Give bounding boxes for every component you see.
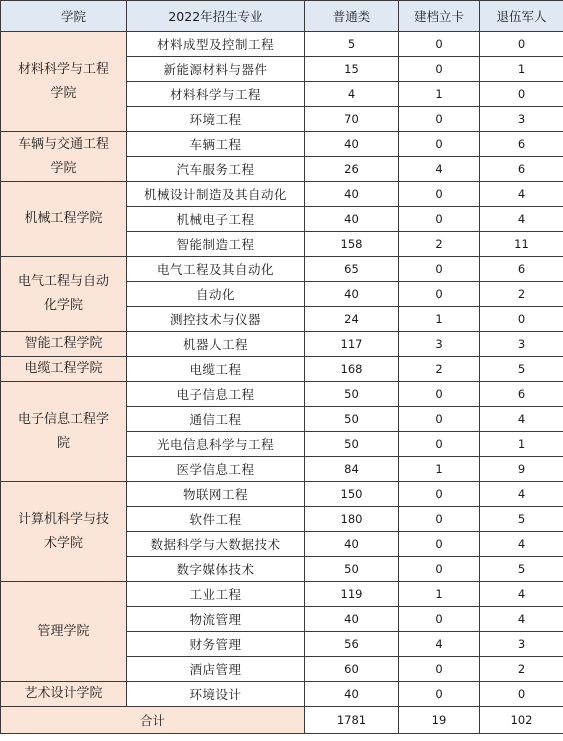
total-row (1, 707, 563, 734)
veteran-cell: 4 (480, 182, 563, 207)
archive-cell: 0 (399, 132, 480, 157)
major-cell: 电缆工程 (127, 357, 305, 382)
veteran-cell: 5 (480, 507, 563, 532)
table-row (1, 257, 563, 282)
archive-cell: 0 (399, 657, 480, 682)
table-row (1, 132, 563, 157)
table-row (1, 182, 563, 207)
archive-cell: 0 (399, 107, 480, 132)
general-cell: 84 (305, 457, 399, 482)
general-cell: 40 (305, 182, 399, 207)
archive-cell: 0 (399, 507, 480, 532)
total-veteran: 102 (480, 707, 563, 734)
archive-cell: 4 (399, 157, 480, 182)
veteran-cell: 9 (480, 457, 563, 482)
archive-cell: 0 (399, 182, 480, 207)
major-cell: 机械电子工程 (127, 207, 305, 232)
general-cell: 158 (305, 232, 399, 257)
general-cell: 50 (305, 432, 399, 457)
veteran-cell: 5 (480, 357, 563, 382)
general-cell: 24 (305, 307, 399, 332)
table-row (1, 682, 563, 707)
general-cell: 180 (305, 507, 399, 532)
major-cell: 酒店管理 (127, 657, 305, 682)
general-cell: 50 (305, 382, 399, 407)
general-cell: 70 (305, 107, 399, 132)
general-cell: 50 (305, 557, 399, 582)
table-row (1, 32, 563, 57)
veteran-cell: 1 (480, 57, 563, 82)
archive-cell: 0 (399, 432, 480, 457)
general-cell: 4 (305, 82, 399, 107)
header-major: 2022年招生专业 (127, 1, 305, 32)
archive-cell: 0 (399, 32, 480, 57)
school-cell: 材料科学与工程学院 (1, 32, 127, 132)
major-cell: 材料科学与工程 (127, 82, 305, 107)
total-archive: 19 (399, 707, 480, 734)
general-cell: 40 (305, 207, 399, 232)
major-cell: 电子信息工程 (127, 382, 305, 407)
veteran-cell: 4 (480, 207, 563, 232)
archive-cell: 2 (399, 357, 480, 382)
major-cell: 医学信息工程 (127, 457, 305, 482)
veteran-cell: 4 (480, 607, 563, 632)
archive-cell: 0 (399, 682, 480, 707)
archive-cell: 0 (399, 282, 480, 307)
table-body (1, 32, 563, 707)
veteran-cell: 6 (480, 157, 563, 182)
major-cell: 软件工程 (127, 507, 305, 532)
general-cell: 150 (305, 482, 399, 507)
archive-cell: 0 (399, 532, 480, 557)
general-cell: 40 (305, 132, 399, 157)
header-archive: 建档立卡 (399, 1, 480, 32)
archive-cell: 1 (399, 582, 480, 607)
major-cell: 环境设计 (127, 682, 305, 707)
major-cell: 工业工程 (127, 582, 305, 607)
major-cell: 机械设计制造及其自动化 (127, 182, 305, 207)
archive-cell: 0 (399, 57, 480, 82)
archive-cell: 0 (399, 407, 480, 432)
school-cell: 机械工程学院 (1, 182, 127, 257)
archive-cell: 0 (399, 207, 480, 232)
veteran-cell: 2 (480, 282, 563, 307)
archive-cell: 0 (399, 607, 480, 632)
archive-cell: 0 (399, 257, 480, 282)
major-cell: 电气工程及其自动化 (127, 257, 305, 282)
general-cell: 26 (305, 157, 399, 182)
total-label: 合计 (1, 707, 305, 734)
archive-cell: 0 (399, 557, 480, 582)
header-general: 普通类 (305, 1, 399, 32)
archive-cell: 1 (399, 307, 480, 332)
school-cell: 计算机科学与技术学院 (1, 482, 127, 582)
general-cell: 168 (305, 357, 399, 382)
school-cell: 艺术设计学院 (1, 682, 127, 707)
major-cell: 物联网工程 (127, 482, 305, 507)
major-cell: 材料成型及控制工程 (127, 32, 305, 57)
veteran-cell: 0 (480, 32, 563, 57)
veteran-cell: 4 (480, 582, 563, 607)
general-cell: 60 (305, 657, 399, 682)
general-cell: 40 (305, 532, 399, 557)
general-cell: 119 (305, 582, 399, 607)
table-row (1, 332, 563, 357)
table-row (1, 582, 563, 607)
general-cell: 5 (305, 32, 399, 57)
school-cell: 车辆与交通工程学院 (1, 132, 127, 182)
veteran-cell: 3 (480, 107, 563, 132)
general-cell: 65 (305, 257, 399, 282)
general-cell: 40 (305, 682, 399, 707)
archive-cell: 3 (399, 332, 480, 357)
header-veteran: 退伍军人 (480, 1, 563, 32)
school-cell: 电子信息工程学院 (1, 382, 127, 482)
general-cell: 56 (305, 632, 399, 657)
major-cell: 自动化 (127, 282, 305, 307)
archive-cell: 2 (399, 232, 480, 257)
veteran-cell: 3 (480, 632, 563, 657)
major-cell: 数字媒体技术 (127, 557, 305, 582)
veteran-cell: 2 (480, 657, 563, 682)
general-cell: 117 (305, 332, 399, 357)
major-cell: 汽车服务工程 (127, 157, 305, 182)
veteran-cell: 11 (480, 232, 563, 257)
veteran-cell: 3 (480, 332, 563, 357)
header-row (1, 1, 563, 32)
major-cell: 车辆工程 (127, 132, 305, 157)
school-cell: 电缆工程学院 (1, 357, 127, 382)
major-cell: 数据科学与大数据技术 (127, 532, 305, 557)
table-row (1, 357, 563, 382)
archive-cell: 0 (399, 482, 480, 507)
major-cell: 新能源材料与器件 (127, 57, 305, 82)
header-school: 学院 (1, 1, 127, 32)
major-cell: 测控技术与仪器 (127, 307, 305, 332)
veteran-cell: 0 (480, 307, 563, 332)
table-row (1, 382, 563, 407)
general-cell: 40 (305, 607, 399, 632)
school-cell: 智能工程学院 (1, 332, 127, 357)
veteran-cell: 4 (480, 407, 563, 432)
major-cell: 光电信息科学与工程 (127, 432, 305, 457)
general-cell: 50 (305, 407, 399, 432)
major-cell: 通信工程 (127, 407, 305, 432)
school-cell: 电气工程与自动化学院 (1, 257, 127, 332)
veteran-cell: 0 (480, 82, 563, 107)
major-cell: 机器人工程 (127, 332, 305, 357)
school-cell: 管理学院 (1, 582, 127, 682)
veteran-cell: 5 (480, 557, 563, 582)
major-cell: 智能制造工程 (127, 232, 305, 257)
veteran-cell: 6 (480, 257, 563, 282)
major-cell: 物流管理 (127, 607, 305, 632)
major-cell: 财务管理 (127, 632, 305, 657)
veteran-cell: 0 (480, 682, 563, 707)
veteran-cell: 4 (480, 482, 563, 507)
archive-cell: 1 (399, 82, 480, 107)
archive-cell: 0 (399, 382, 480, 407)
archive-cell: 4 (399, 632, 480, 657)
general-cell: 15 (305, 57, 399, 82)
veteran-cell: 6 (480, 382, 563, 407)
archive-cell: 1 (399, 457, 480, 482)
veteran-cell: 6 (480, 132, 563, 157)
veteran-cell: 4 (480, 532, 563, 557)
general-cell: 40 (305, 282, 399, 307)
major-cell: 环境工程 (127, 107, 305, 132)
veteran-cell: 1 (480, 432, 563, 457)
table-row (1, 482, 563, 507)
total-general: 1781 (305, 707, 399, 734)
